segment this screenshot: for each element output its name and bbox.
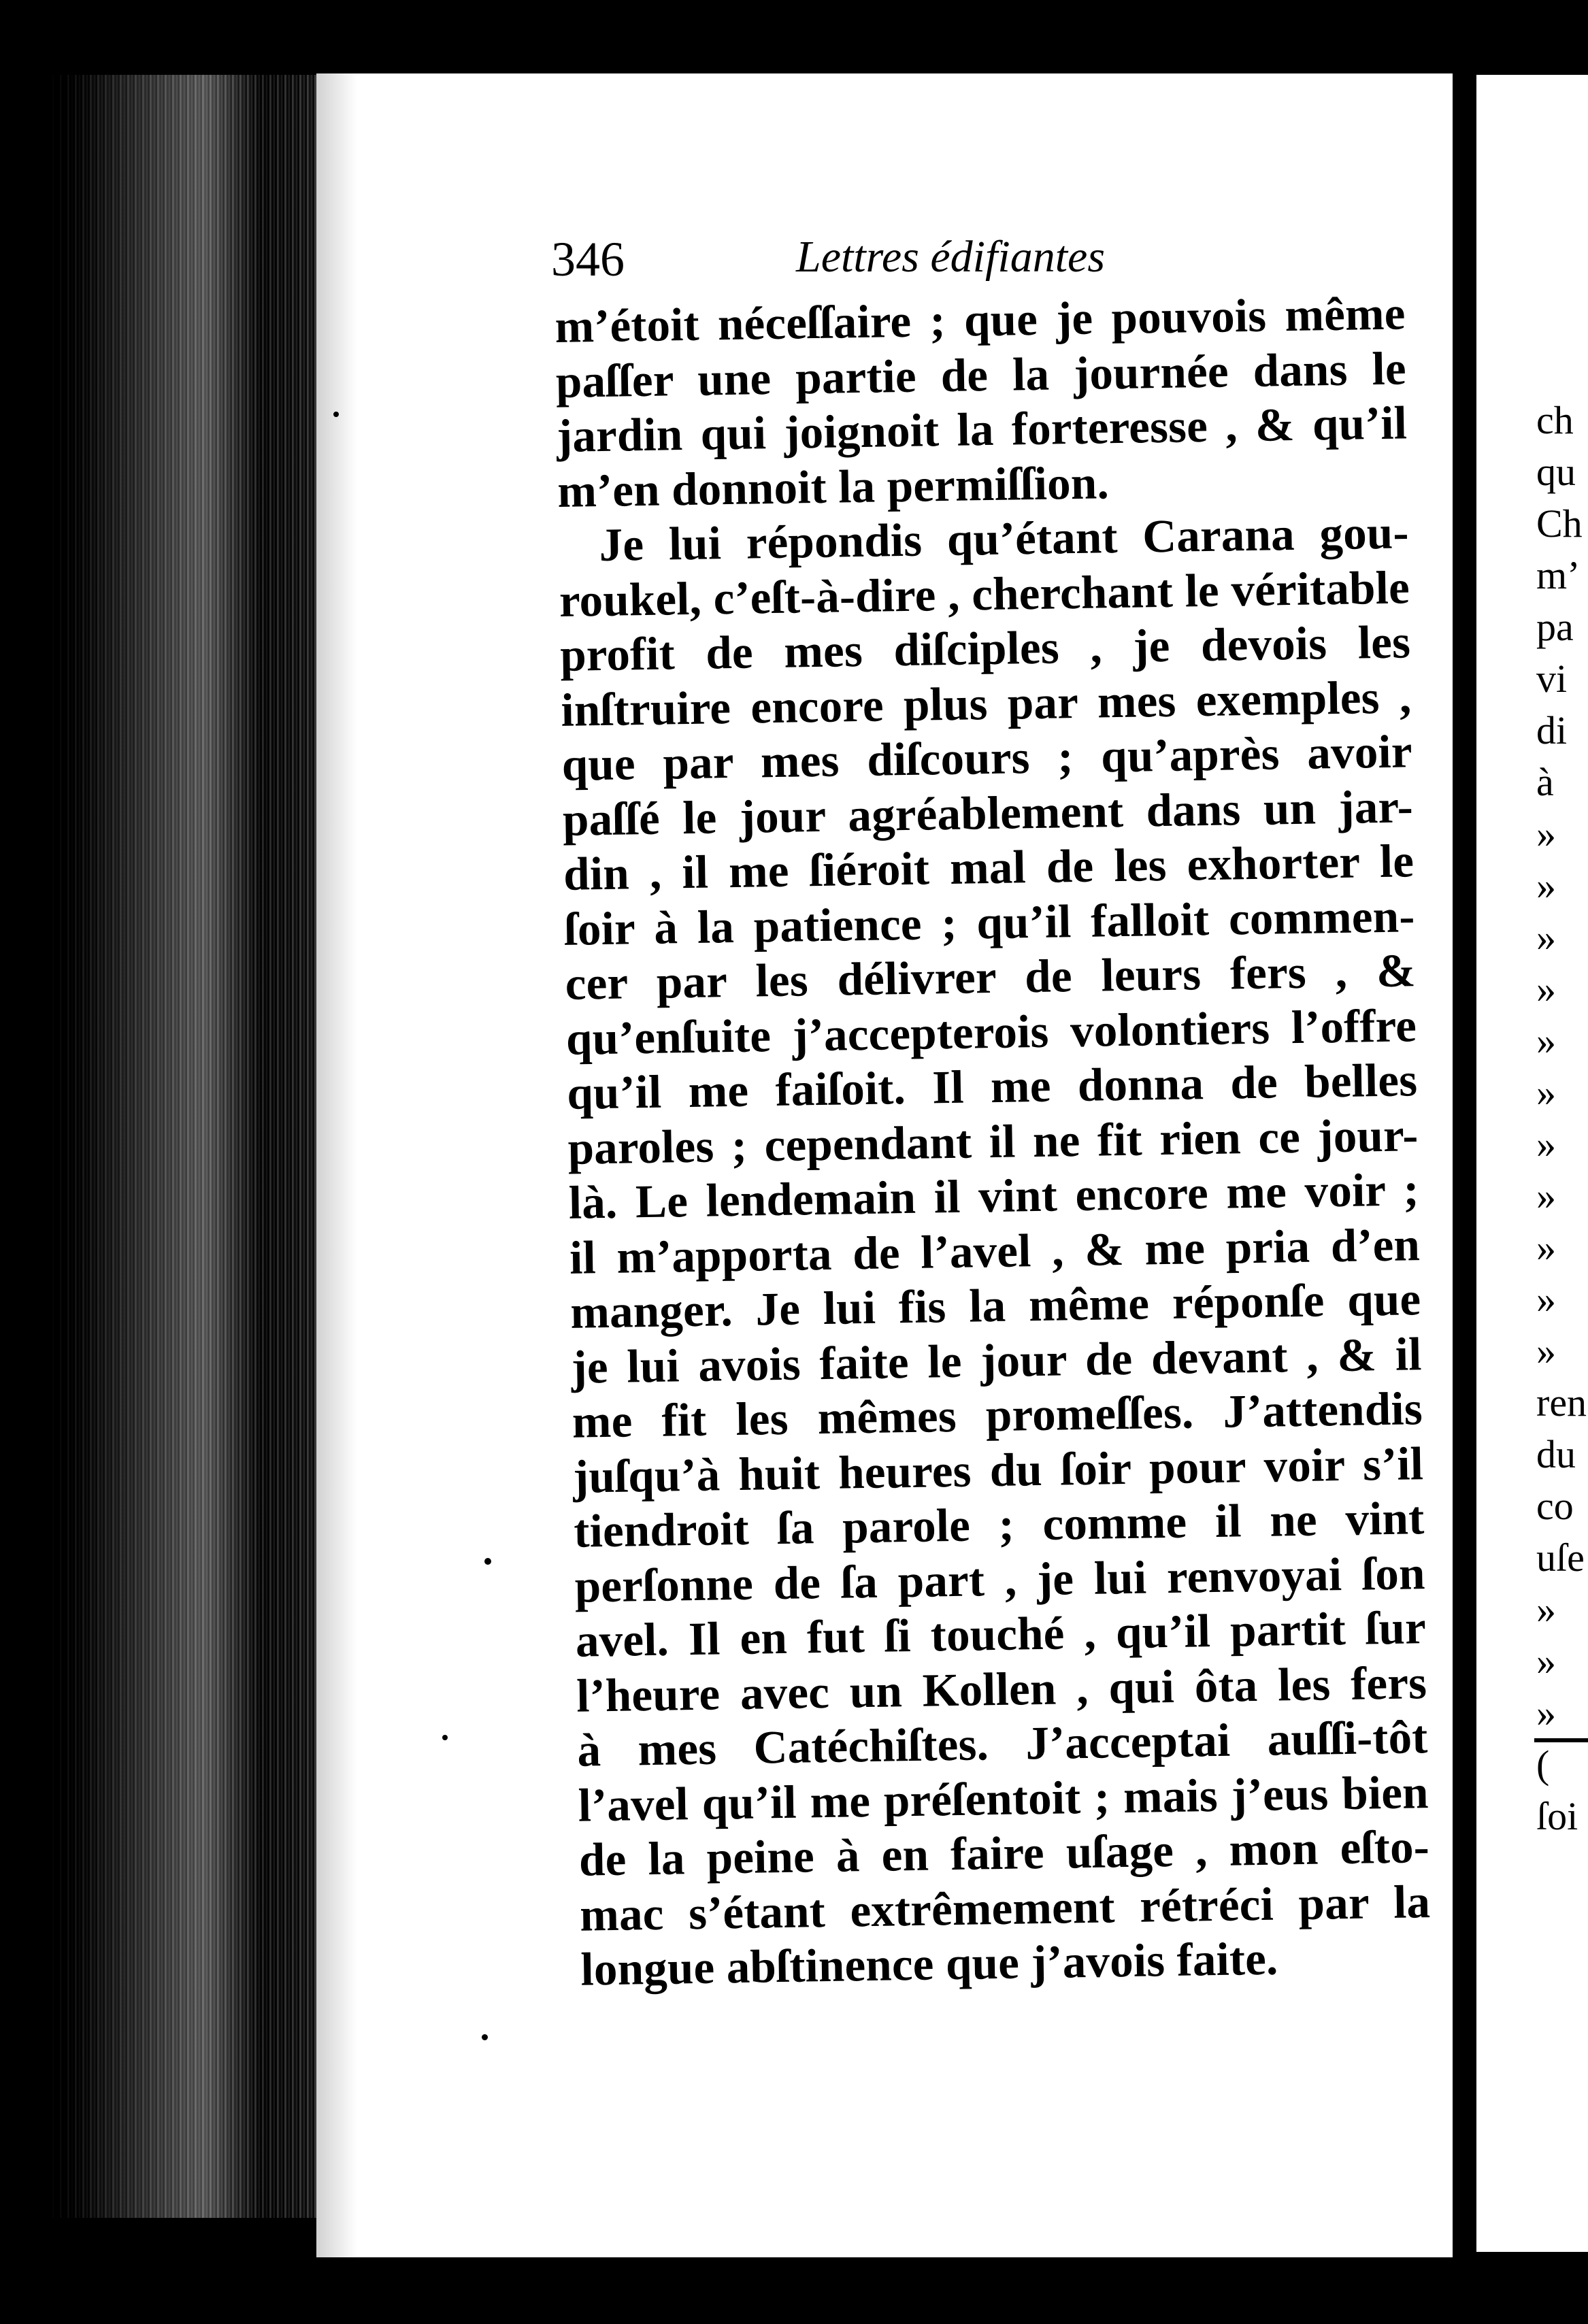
facing-page-line: à — [1536, 760, 1554, 804]
text-line: qu’enſuite j’accepterois volontiers l’offre — [565, 999, 1417, 1065]
text-line: paſſé le jour agréablement dans un jar- — [562, 780, 1414, 846]
text-line: inſtruire encore plus par mes exemples , — [560, 670, 1412, 736]
text-line: je lui avois faite le jour de devant , & il — [571, 1327, 1423, 1393]
text-line: profit de mes diſciples , je devois les — [559, 616, 1411, 681]
text-line: perſonne de ſa part , je lui renvoyai ſon — [574, 1546, 1426, 1612]
text-line: il m’apporta de l’avel , & me pria d’en — [569, 1218, 1421, 1284]
facing-page-line: » — [1536, 1691, 1556, 1735]
text-line: m’en donnoit la permiſſion. — [557, 456, 1110, 517]
page-number: 346 — [551, 232, 625, 286]
text-line: juſqu’à huit heures du ſoir pour voir s’il — [572, 1437, 1424, 1503]
text-line: me fit les mêmes promeſſes. J’attendis — [572, 1382, 1423, 1448]
facing-page-line: » — [1536, 1277, 1556, 1321]
facing-page-line: ren — [1536, 1380, 1587, 1425]
text-line: de la peine à en faire uſage , mon eſto- — [578, 1821, 1430, 1886]
text-line: cer par les délivrer de leurs fers , & — [565, 944, 1417, 1010]
facing-page — [1476, 75, 1588, 2252]
facing-page-line: Ch — [1536, 501, 1583, 546]
text-line: manger. Je lui fis la même réponſe que — [569, 1273, 1421, 1338]
facing-page-line: uſe — [1536, 1536, 1585, 1580]
facing-page-line: » — [1536, 1018, 1556, 1063]
facing-page-line: » — [1536, 1070, 1556, 1114]
body-text — [555, 286, 1432, 1997]
text-line: ſoir à la patience ; qu’il falloit commen- — [563, 889, 1415, 955]
facing-page-line: m’ — [1536, 553, 1581, 597]
text-line: longue abſtinence que j’avois faite. — [580, 1932, 1278, 1995]
text-line: que par mes diſcours ; qu’après avoir — [561, 725, 1413, 791]
facing-page-line: » — [1536, 812, 1556, 856]
text-line: Je lui répondis qu’étant Carana gou- — [599, 506, 1410, 571]
dust-speck — [442, 1735, 448, 1740]
footnote-rule — [1534, 1738, 1588, 1742]
running-head — [551, 231, 1408, 293]
facing-page-line: ſoi — [1536, 1794, 1578, 1838]
text-line: roukel, c’eſt-à-dire , cherchant le véritable — [559, 561, 1410, 627]
text-line: mac s’étant extrêmement rétréci par la — [579, 1875, 1431, 1941]
dust-speck — [484, 1558, 491, 1565]
facing-page-line: ( — [1536, 1742, 1550, 1787]
text-line: l’avel qu’il me préſentoit ; mais j’eus bien — [578, 1765, 1429, 1831]
facing-page-line: co — [1536, 1484, 1574, 1528]
running-title: Lettres édifiantes — [796, 232, 1106, 282]
text-line: à mes Catéchiſtes. J’acceptai auſſi-tôt — [576, 1711, 1428, 1776]
text-line: tiendroit ſa parole ; comme il ne vint — [573, 1492, 1425, 1557]
facing-page-line: » — [1536, 863, 1556, 908]
facing-page-line: » — [1536, 915, 1556, 959]
text-line: jardin qui joignoit la forteresse , & qu’il — [556, 397, 1408, 462]
facing-page-line: vi — [1536, 657, 1568, 701]
facing-page-line: » — [1536, 1174, 1556, 1218]
text-line: din , il me ſiéroit mal de les exhorter le — [563, 835, 1415, 900]
dust-speck — [482, 2034, 488, 2040]
book-fore-edge — [48, 75, 333, 2218]
facing-page-line: du — [1536, 1432, 1576, 1476]
text-line: qu’il me faiſoit. Il me donna de belles — [566, 1054, 1418, 1119]
facing-page-line: » — [1536, 1122, 1556, 1166]
text-line: paroles ; cependant il ne fit rien ce jour- — [567, 1108, 1419, 1174]
text-line: m’étoit néceſſaire ; que je pouvois même — [555, 287, 1406, 352]
facing-page-line: ch — [1536, 398, 1574, 442]
facing-page-line: » — [1536, 1587, 1556, 1631]
text-line: l’heure avec un Kollen , qui ôta les fers — [576, 1656, 1427, 1722]
text-line: là. Le lendemain il vint encore me voir ; — [568, 1163, 1420, 1229]
facing-page-line: di — [1536, 708, 1568, 752]
facing-page-line: pa — [1536, 605, 1574, 649]
dust-speck — [333, 412, 339, 417]
facing-page-line: qu — [1536, 450, 1576, 494]
facing-page-line: » — [1536, 1329, 1556, 1373]
facing-page-line: » — [1536, 1225, 1556, 1269]
text-line: avel. Il en fut ſi touché , qu’il partit ſur — [575, 1601, 1427, 1667]
facing-page-line: » — [1536, 967, 1556, 1011]
facing-page-text — [1536, 395, 1587, 1842]
text-line: paſſer une partie de la journée dans le — [555, 342, 1407, 408]
facing-page-line: » — [1536, 1639, 1556, 1683]
